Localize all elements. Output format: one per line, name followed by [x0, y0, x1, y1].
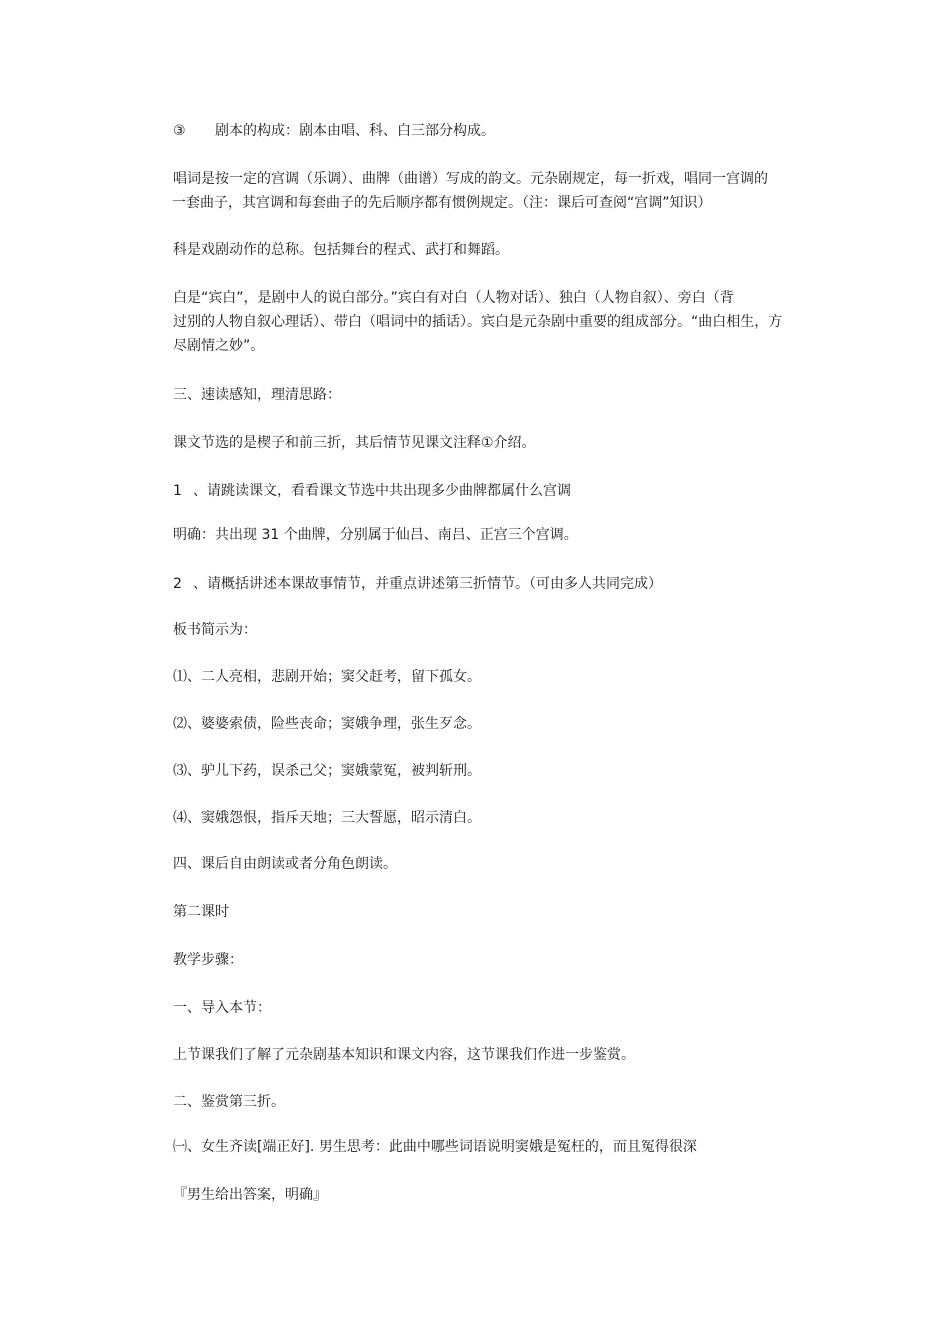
paragraph-line: 一套曲子，其宫调和每套曲子的先后顺序都有惯例规定。（注：课后可查阅“宫调”知识）: [172, 195, 712, 211]
question-number: 1: [173, 483, 182, 499]
question-one: [173, 479, 813, 503]
board-item-4: ⑷、窦娥怨恨，指斥天地；三大誓愿，昭示清白。: [173, 810, 481, 826]
question-number: 2: [173, 576, 182, 592]
paragraph-line: 白是“宾白”，是剧中人的说白部分。”宾白有对白（人物对话）、独白（人物自叙）、旁白（背: [173, 290, 734, 306]
step-two-sub-one: ㈠、女生齐读[端正好]. 男生思考：此曲中哪些词语说明窦娥是冤枉的，而且冤得很深: [173, 1139, 697, 1155]
paragraph-script-composition: [173, 119, 813, 143]
paragraph-action: 科是戏剧动作的总称。包括舞台的程式、武打和舞蹈。: [173, 242, 509, 258]
step-two-heading: 二、鉴赏第三折。: [173, 1094, 285, 1110]
lesson-two-heading: 第二课时: [173, 904, 229, 920]
question-text: 、请跳读课文，看看课文节选中共出现多少曲牌都属什么宫调: [193, 483, 571, 499]
paragraph-line: 尽剧情之妙”。: [173, 338, 265, 354]
answer-one: 明确：共出现 31 个曲牌，分别属于仙吕、南吕、正宫三个宫调。: [173, 527, 578, 543]
board-item-3: ⑶、驴儿下药，误杀己父；窦娥蒙冤，被判斩刑。: [173, 763, 481, 779]
paragraph-text: 剧本的构成：剧本由唱、科、白三部分构成。: [215, 123, 495, 139]
paragraph-dialogue: [173, 286, 813, 358]
step-two-sub-one-answer: 『男生给出答案，明确』: [173, 1187, 327, 1203]
board-heading: 板书简示为：: [173, 622, 257, 638]
paragraph-line: 过别的人物自叙心理话）、带白（唱词中的插话）。宾白是元杂剧中重要的组成部分。“曲白相生，方: [173, 314, 783, 330]
board-item-1: ⑴、二人亮相，悲剧开始；窦父赶考，留下孤女。: [173, 669, 481, 685]
circled-number-marker: ③: [173, 123, 186, 139]
paragraph-excerpt: 课文节选的是楔子和前三折，其后情节见课文注释①介绍。: [173, 435, 536, 451]
teaching-steps-heading: 教学步骤：: [173, 952, 243, 968]
step-one-text: 上节课我们了解了元杂剧基本知识和课文内容，这节课我们作进一步鉴赏。: [173, 1047, 635, 1063]
board-item-2: ⑵、婆婆索债，险些丧命；窦娥争理，张生歹念。: [173, 716, 481, 732]
step-one-heading: 一、导入本节：: [173, 1000, 271, 1016]
section-heading-four: 四、课后自由朗读或者分角色朗读。: [173, 856, 397, 872]
question-two: [173, 572, 813, 596]
paragraph-singing: [173, 167, 813, 215]
section-heading-three: 三、速读感知，理清思路：: [173, 387, 341, 403]
paragraph-line: 唱词是按一定的宫调（乐调）、曲牌（曲谱）写成的韵文。元杂剧规定，每一折戏，唱同一宫调的: [173, 171, 768, 187]
question-text: 、请概括讲述本课故事情节，并重点讲述第三折情节。（可由多人共同完成）: [193, 576, 662, 592]
